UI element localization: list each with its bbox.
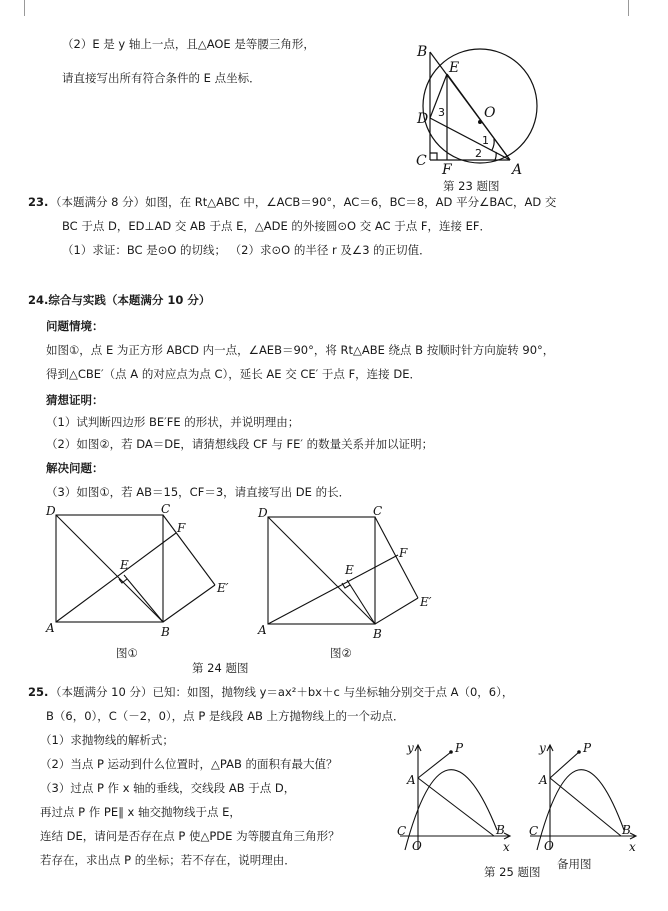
- point-P-spare: [577, 750, 581, 754]
- q22-part2-line2: 请直接写出所有符合条件的 E 点坐标．: [62, 71, 261, 85]
- label-D: D: [417, 111, 429, 127]
- label-C: C: [416, 153, 427, 169]
- q24-section-situation: 问题情境：: [46, 319, 104, 333]
- fig1-label-B: B: [161, 625, 170, 639]
- q24-part2: （2）如图②，若 DA＝DE，请猜想线段 CF 与 FE′ 的数量关系并加以证明；: [46, 437, 434, 451]
- spare-label-B: B: [622, 823, 631, 837]
- q25-line1: （本题满分 10 分）已知：如图，抛物线 y＝ax²＋bx＋c 与坐标轴分别交于点 A（0，6），: [50, 685, 514, 699]
- segment-AP-spare: [550, 752, 579, 778]
- fig1-label-D: D: [46, 504, 56, 518]
- q25-line2: B（6，0），C（－2，0），点 P 是线段 AB 上方抛物线上的一个动点．: [46, 709, 405, 723]
- main-label-x: x: [503, 840, 510, 854]
- q23-line2: BC 于点 D，ED⊥AD 交 AB 于点 E，△ADE 的外接圆⊙O 交 AC 于点 F，连接 EF．: [62, 219, 492, 233]
- q24-section-solve: 解决问题：: [46, 461, 104, 475]
- q25-part2: （2）当点 P 运动到什么位置时，△PAB 的面积有最大值？: [40, 757, 338, 771]
- label-A: A: [512, 162, 523, 178]
- q25-part3-cont3: 若存在，求出点 P 的坐标；若不存在，说明理由．: [40, 853, 296, 867]
- segment-AB-spare: [550, 778, 621, 836]
- main-label-P: P: [455, 741, 464, 755]
- spare-label-O: O: [544, 839, 554, 853]
- fig1-label-E2: E′: [217, 581, 229, 595]
- label-angle-1: 1: [482, 134, 489, 147]
- q24-fig1-caption: 图①: [116, 646, 138, 660]
- q23-line1: （本题满分 8 分）如图，在 Rt△ABC 中，∠ACB＝90°，AC＝6，BC＝8，AD 平分∠BAC，AD 交: [50, 195, 557, 209]
- label-F: F: [442, 162, 452, 178]
- spare-label-x: x: [629, 840, 636, 854]
- label-angle-3: 3: [438, 106, 445, 119]
- main-label-B: B: [496, 823, 505, 837]
- fig2-label-D: D: [258, 506, 268, 520]
- q25-figure-caption: 第 25 题图: [484, 865, 541, 879]
- main-label-A: A: [407, 773, 416, 787]
- fig1-label-C: C: [161, 502, 171, 516]
- main-label-C: C: [397, 824, 407, 838]
- q23-figure-caption: 第 23 题图: [443, 179, 500, 193]
- q24-section-conjecture: 猜想证明：: [46, 393, 104, 407]
- q24-part1: （1）试判断四边形 BE′FE 的形状，并说明理由；: [46, 415, 300, 429]
- label-angle-2: 2: [475, 147, 482, 160]
- q24-figure-caption: 第 24 题图: [192, 661, 249, 675]
- fig2-label-F: F: [399, 546, 408, 560]
- q24-intro2: 得到△CBE′（点 A 的对应点为点 C），延长 AE 交 CE′ 于点 F，连接 DE．: [46, 367, 421, 381]
- q23-number: 23.: [28, 195, 49, 209]
- q24-intro1: 如图①，点 E 为正方形 ABCD 内一点，∠AEB＝90°，将 Rt△ABE 绕点 B 按顺时针方向旋转 90°，: [46, 343, 555, 357]
- q25-number: 25.: [28, 685, 49, 699]
- fig2-label-B: B: [373, 627, 382, 641]
- label-B: B: [417, 44, 428, 60]
- q25-spare-caption: 备用图: [557, 857, 592, 871]
- spare-label-P: P: [583, 741, 592, 755]
- fig2-label-C: C: [373, 504, 383, 518]
- q22-part2-line1: （2）E 是 y 轴上一点，且△AOE 是等腰三角形，: [62, 37, 315, 51]
- fig2-label-E: E: [345, 563, 354, 577]
- fig2-label-E2: E′: [420, 595, 432, 609]
- main-label-O: O: [412, 839, 422, 853]
- fig1-label-A: A: [46, 621, 55, 635]
- label-E: E: [449, 60, 460, 76]
- spare-label-A: A: [539, 773, 548, 787]
- q25-part3-cont1: 再过点 P 作 PE∥ x 轴交抛物线于点 E，: [40, 805, 241, 819]
- fig1-label-F: F: [177, 521, 186, 535]
- q25-part3: （3）过点 P 作 x 轴的垂线，交线段 AB 于点 D，: [40, 781, 296, 795]
- main-label-y: y: [407, 741, 414, 755]
- q24-fig2-caption: 图②: [330, 646, 352, 660]
- q25-part3-cont2: 连结 DE，请问是否存在点 P 使△PDE 为等腰直角三角形？: [40, 829, 340, 843]
- q25-part1: （1）求抛物线的解析式；: [40, 733, 174, 747]
- label-O: O: [484, 105, 496, 121]
- q24-heading: 24.综合与实践（本题满分 10 分）: [28, 293, 211, 307]
- fig2-label-A: A: [258, 623, 267, 637]
- fig1-label-E: E: [120, 558, 129, 572]
- spare-label-C: C: [529, 824, 539, 838]
- q24-part3: （3）如图①，若 AB＝15，CF＝3，请直接写出 DE 的长．: [46, 485, 351, 499]
- spare-label-y: y: [539, 741, 546, 755]
- q23-line3: （1）求证：BC 是⊙O 的切线； （2）求⊙O 的半径 r 及∠3 的正切值．: [62, 243, 431, 257]
